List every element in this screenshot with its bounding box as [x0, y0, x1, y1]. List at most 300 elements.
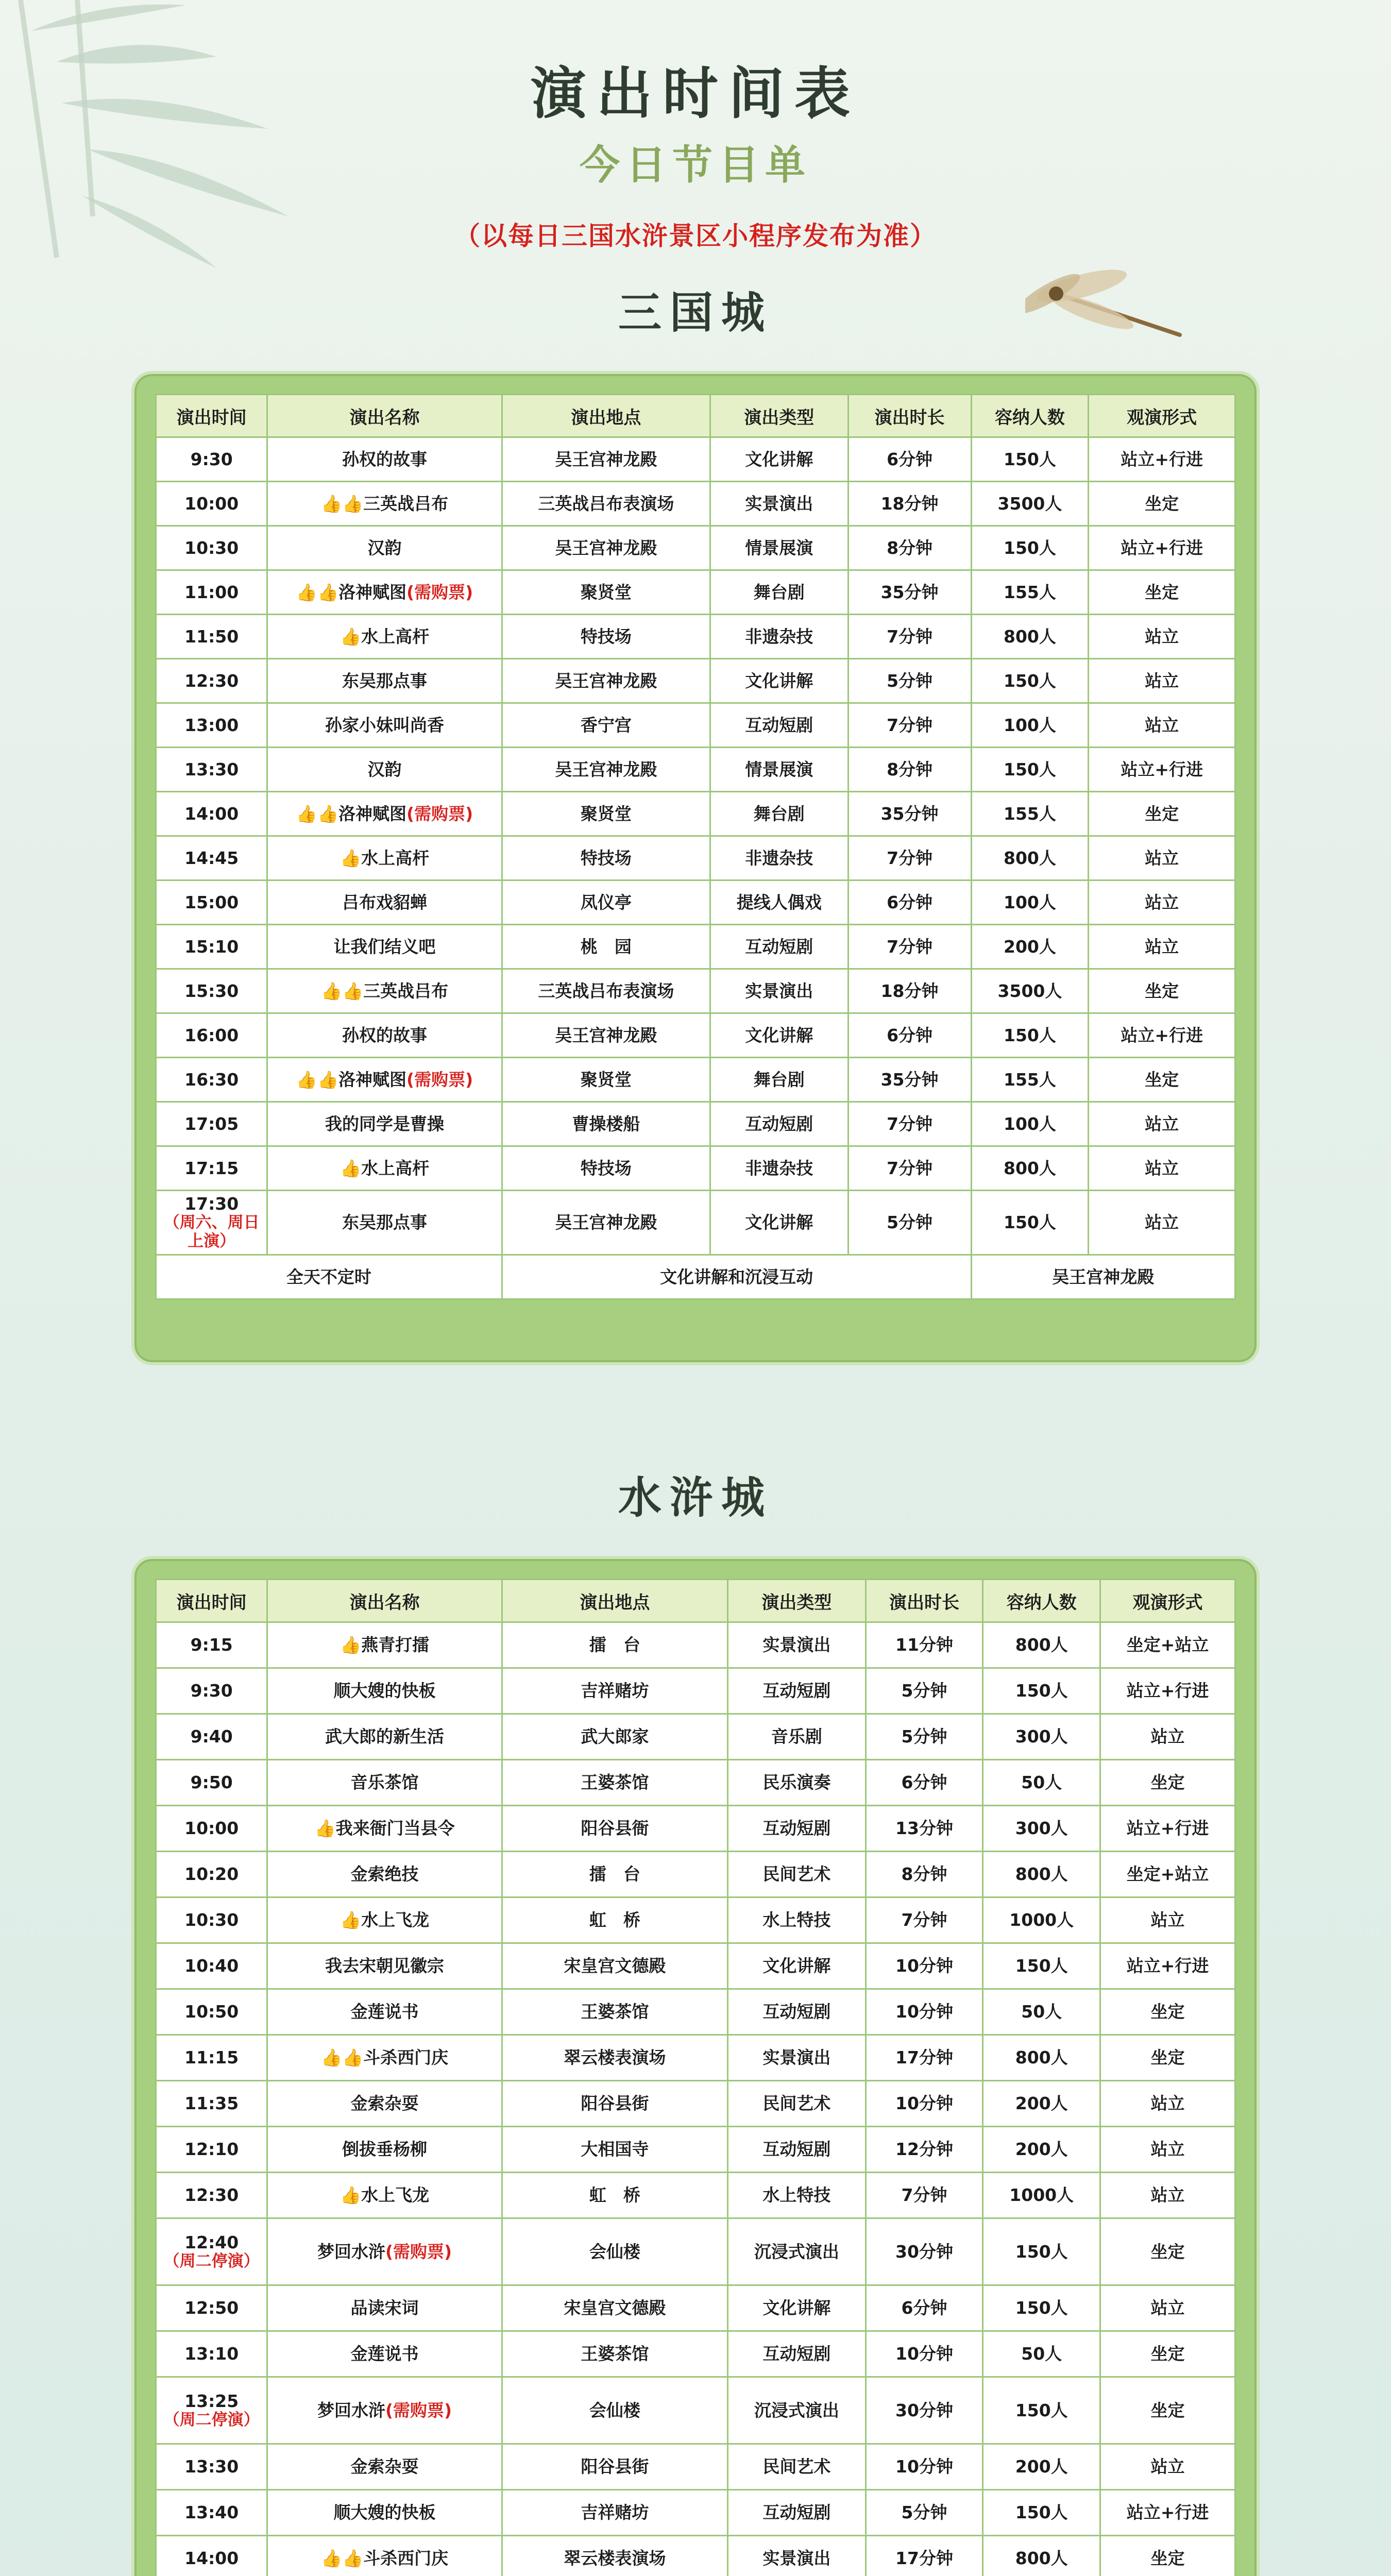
recommend-thumb-icon: 👍👍 [320, 2548, 364, 2569]
cell-location: 香宁宫 [502, 703, 710, 748]
show-name: 金莲说书 [350, 2002, 419, 2022]
shuihu-schedule-table [155, 1579, 1236, 2576]
cell-viewing-form: 站立+行进 [1089, 437, 1235, 482]
cell-capacity: 3500人 [971, 482, 1089, 526]
cell-duration: 5分钟 [848, 659, 971, 703]
table-row [156, 925, 1235, 969]
cell-time [156, 925, 267, 969]
cell-viewing-form: 坐定 [1100, 2035, 1235, 2081]
cell-duration: 6分钟 [866, 2285, 983, 2331]
cell-time [156, 2127, 267, 2173]
time-text: 14:00 [184, 803, 239, 824]
cell-time [156, 526, 267, 570]
cell-location: 凤仪亭 [502, 880, 710, 925]
show-name: 金索绝技 [350, 1864, 419, 1885]
cell-duration: 5分钟 [866, 1668, 983, 1714]
cell-duration: 8分钟 [866, 1852, 983, 1897]
table-row [156, 880, 1235, 925]
cell-show-name [267, 925, 502, 969]
cell-show-name [267, 2081, 502, 2127]
cell-type: 互动短剧 [728, 1668, 866, 1714]
cell-duration: 8分钟 [848, 526, 971, 570]
shuihu-schedule-panel [131, 1556, 1260, 2576]
cell-capacity: 800人 [983, 2035, 1100, 2081]
ticket-required-tag: (需购票) [406, 582, 473, 602]
show-name: 三英战吕布 [363, 493, 449, 514]
recommend-thumb-icon: 👍 [340, 1158, 362, 1178]
cell-location: 聚贤堂 [502, 1058, 710, 1102]
cell-time [156, 1013, 267, 1058]
recommend-thumb-icon: 👍👍 [320, 2047, 364, 2068]
table-row [156, 437, 1235, 482]
show-name: 顺大嫂的快板 [333, 1681, 436, 1701]
show-name: 斗杀西门庆 [363, 2047, 449, 2068]
shuihu-section-title: 水浒城 [618, 1472, 773, 1523]
cell-type: 舞台剧 [710, 792, 848, 836]
time-text: 17:05 [184, 1113, 239, 1134]
time-text: 12:30 [184, 670, 239, 691]
recommend-thumb-icon: 👍👍 [320, 493, 364, 514]
cell-duration: 10分钟 [866, 2444, 983, 2490]
cell-time [156, 2490, 267, 2536]
page-subtitle: 今日节目单 [579, 142, 811, 189]
show-name: 孙权的故事 [342, 449, 428, 469]
cell-capacity: 800人 [983, 2536, 1100, 2576]
cell-location: 虹 桥 [502, 1897, 727, 1943]
table-row [156, 1989, 1235, 2035]
recommend-thumb-icon: 👍 [340, 1910, 362, 1930]
cell-capacity: 100人 [971, 703, 1089, 748]
cell-viewing-form: 站立 [1100, 1897, 1235, 1943]
time-text: 17:15 [184, 1158, 239, 1178]
column-header: 演出地点 [502, 1580, 727, 1622]
time-text: 14:45 [184, 848, 239, 868]
cell-capacity: 100人 [971, 880, 1089, 925]
cell-viewing-form: 坐定+站立 [1100, 1622, 1235, 1668]
cell-type: 实景演出 [710, 969, 848, 1013]
cell-show-name [267, 615, 502, 659]
cell-viewing-form: 坐定+站立 [1100, 1852, 1235, 1897]
cell-viewing-form: 坐定 [1100, 1760, 1235, 1806]
time-text: 11:00 [184, 582, 239, 602]
cell-viewing-form: 站立+行进 [1089, 526, 1235, 570]
cell-capacity: 3500人 [971, 969, 1089, 1013]
cell-location: 虹 桥 [502, 2173, 727, 2218]
sanguo-schedule-table [155, 394, 1236, 1300]
table-row [156, 570, 1235, 615]
table-row [156, 482, 1235, 526]
cell-type: 非遗杂技 [710, 836, 848, 880]
cell-viewing-form: 站立 [1089, 880, 1235, 925]
cell-capacity: 150人 [983, 1943, 1100, 1989]
table-header-row [156, 395, 1235, 437]
cell-viewing-form: 站立+行进 [1100, 1943, 1235, 1989]
recommend-thumb-icon: 👍 [340, 848, 362, 868]
cell-type: 民间艺术 [728, 2444, 866, 2490]
time-text: 10:30 [184, 1910, 239, 1930]
cell-duration: 7分钟 [848, 615, 971, 659]
cell-viewing-form: 站立 [1100, 2127, 1235, 2173]
show-name: 梦回水浒 [317, 2241, 385, 2262]
recommend-thumb-icon: 👍 [340, 1635, 362, 1655]
cell-duration: 6分钟 [848, 437, 971, 482]
cell-viewing-form: 站立+行进 [1100, 1806, 1235, 1852]
cell-time [156, 1191, 267, 1255]
page-title: 演出时间表 [530, 62, 860, 126]
cell-duration: 17分钟 [866, 2035, 983, 2081]
cell-capacity: 155人 [971, 1058, 1089, 1102]
cell-location: 聚贤堂 [502, 570, 710, 615]
cell-duration: 7分钟 [866, 1897, 983, 1943]
cell-type: 情景展演 [710, 526, 848, 570]
cell-location: 大相国寺 [502, 2127, 727, 2173]
table-row [156, 1622, 1235, 1668]
cell-duration: 7分钟 [848, 1146, 971, 1191]
show-name: 洛神赋图 [338, 582, 407, 602]
cell-time [156, 2173, 267, 2218]
cell-capacity: 800人 [971, 1146, 1089, 1191]
cell-viewing-form: 站立 [1089, 1191, 1235, 1255]
cell-type: 互动短剧 [710, 1102, 848, 1146]
cell-location: 翠云楼表演场 [502, 2035, 727, 2081]
cell-show-name [267, 482, 502, 526]
time-text: 16:30 [184, 1069, 239, 1090]
cell-viewing-form: 站立 [1100, 2173, 1235, 2218]
sanguo-section-title: 三国城 [618, 287, 773, 338]
table-row [156, 615, 1235, 659]
cell-duration: 11分钟 [866, 1622, 983, 1668]
table-row [156, 2536, 1235, 2576]
column-header: 演出地点 [502, 395, 710, 437]
cell-time [156, 1852, 267, 1897]
cell-capacity: 100人 [971, 1102, 1089, 1146]
table-row [156, 1013, 1235, 1058]
cell-location: 吴王宫神龙殿 [502, 1013, 710, 1058]
cell-capacity: 50人 [983, 2331, 1100, 2377]
cell-time [156, 659, 267, 703]
cell-viewing-form: 坐定 [1089, 570, 1235, 615]
ticket-required-tag: (需购票) [406, 803, 473, 824]
cell-duration: 8分钟 [848, 748, 971, 792]
cell-viewing-form: 坐定 [1089, 482, 1235, 526]
footer-time: 全天不定时 [156, 1255, 502, 1299]
cell-capacity: 50人 [983, 1760, 1100, 1806]
table-row [156, 2331, 1235, 2377]
table-row [156, 1806, 1235, 1852]
cell-show-name [267, 2127, 502, 2173]
show-name: 金索杂耍 [350, 2456, 419, 2477]
cell-show-name [267, 1102, 502, 1146]
cell-show-name [267, 969, 502, 1013]
cell-capacity: 300人 [983, 1714, 1100, 1760]
column-header: 容纳人数 [971, 395, 1089, 437]
cell-duration: 5分钟 [866, 1714, 983, 1760]
cell-show-name [267, 2444, 502, 2490]
cell-show-name [267, 2490, 502, 2536]
cell-type: 非遗杂技 [710, 615, 848, 659]
column-header: 演出名称 [267, 1580, 502, 1622]
cell-show-name [267, 659, 502, 703]
cell-capacity: 150人 [971, 1013, 1089, 1058]
cell-show-name [267, 437, 502, 482]
table-row [156, 526, 1235, 570]
cell-duration: 30分钟 [866, 2377, 983, 2444]
cell-time [156, 2035, 267, 2081]
cell-type: 实景演出 [728, 2035, 866, 2081]
cell-location: 会仙楼 [502, 2377, 727, 2444]
cell-type: 互动短剧 [728, 2127, 866, 2173]
cell-capacity: 150人 [971, 748, 1089, 792]
time-text: 11:35 [184, 2093, 239, 2114]
table-row [156, 1897, 1235, 1943]
cell-show-name [267, 1146, 502, 1191]
cell-capacity: 200人 [983, 2444, 1100, 2490]
table-row [156, 1760, 1235, 1806]
show-name: 水上高杆 [361, 1158, 430, 1178]
cell-location: 擂 台 [502, 1622, 727, 1668]
time-text: 13:10 [184, 2344, 239, 2364]
ticket-required-tag: (需购票) [385, 2400, 452, 2420]
cell-time [156, 615, 267, 659]
cell-show-name [267, 2377, 502, 2444]
cell-show-name [267, 2536, 502, 2576]
cell-time [156, 2331, 267, 2377]
time-text: 10:00 [184, 1818, 239, 1839]
cell-viewing-form: 坐定 [1089, 792, 1235, 836]
cell-viewing-form: 站立 [1100, 2444, 1235, 2490]
cell-duration: 10分钟 [866, 2331, 983, 2377]
column-header: 演出时长 [866, 1580, 983, 1622]
table-header-row [156, 1580, 1235, 1622]
cell-location: 擂 台 [502, 1852, 727, 1897]
cell-location: 三英战吕布表演场 [502, 482, 710, 526]
show-name: 音乐茶馆 [350, 1772, 419, 1793]
time-text: 13:00 [184, 715, 239, 735]
cell-capacity: 150人 [983, 2490, 1100, 2536]
cell-type: 沉浸式演出 [728, 2218, 866, 2285]
cell-capacity: 800人 [983, 1852, 1100, 1897]
show-name: 我去宋朝见徽宗 [325, 1956, 445, 1976]
cell-duration: 10分钟 [866, 1989, 983, 2035]
show-name: 顺大嫂的快板 [333, 2502, 436, 2523]
cell-capacity: 150人 [983, 2285, 1100, 2331]
table-row [156, 1668, 1235, 1714]
cell-time [156, 969, 267, 1013]
time-text: 17:30 [184, 1194, 239, 1214]
cell-viewing-form: 站立 [1089, 1146, 1235, 1191]
cell-type: 民间艺术 [728, 1852, 866, 1897]
show-name: 洛神赋图 [338, 1069, 407, 1090]
cell-show-name [267, 836, 502, 880]
cell-type: 互动短剧 [728, 2490, 866, 2536]
cell-duration: 10分钟 [866, 1943, 983, 1989]
cell-type: 文化讲解 [710, 1191, 848, 1255]
show-name: 武大郎的新生活 [325, 1726, 445, 1747]
footer-desc: 文化讲解和沉浸互动 [502, 1255, 971, 1299]
show-name: 水上飞龙 [361, 1910, 430, 1930]
cell-capacity: 300人 [983, 1806, 1100, 1852]
cell-show-name [267, 1668, 502, 1714]
cell-show-name [267, 1191, 502, 1255]
cell-location: 武大郎家 [502, 1714, 727, 1760]
cell-viewing-form: 站立+行进 [1100, 1668, 1235, 1714]
column-header: 演出类型 [710, 395, 848, 437]
footer-location: 吴王宫神龙殿 [971, 1255, 1235, 1299]
cell-time [156, 1058, 267, 1102]
cell-viewing-form: 坐定 [1089, 969, 1235, 1013]
cell-capacity: 155人 [971, 792, 1089, 836]
cell-type: 民乐演奏 [728, 1760, 866, 1806]
cell-viewing-form: 站立 [1089, 659, 1235, 703]
cell-show-name [267, 1622, 502, 1668]
cell-show-name [267, 1714, 502, 1760]
table-row [156, 792, 1235, 836]
cell-duration: 18分钟 [848, 482, 971, 526]
cell-viewing-form: 站立 [1089, 703, 1235, 748]
cell-duration: 13分钟 [866, 1806, 983, 1852]
cell-type: 音乐剧 [728, 1714, 866, 1760]
cell-capacity: 1000人 [983, 2173, 1100, 2218]
cell-type: 水上特技 [728, 1897, 866, 1943]
cell-location: 会仙楼 [502, 2218, 727, 2285]
cell-duration: 35分钟 [848, 570, 971, 615]
table-row [156, 748, 1235, 792]
table-row [156, 1102, 1235, 1146]
cell-show-name [267, 1852, 502, 1897]
cell-location: 吴王宫神龙殿 [502, 748, 710, 792]
table-row [156, 2377, 1235, 2444]
cell-viewing-form: 坐定 [1100, 2331, 1235, 2377]
cell-duration: 6分钟 [848, 1013, 971, 1058]
show-name: 孙权的故事 [342, 1025, 428, 1045]
cell-duration: 12分钟 [866, 2127, 983, 2173]
recommend-thumb-icon: 👍👍 [296, 1069, 339, 1090]
show-name: 汉韵 [367, 759, 402, 779]
cell-viewing-form: 坐定 [1100, 2218, 1235, 2285]
time-text: 12:50 [184, 2298, 239, 2318]
cell-viewing-form: 站立+行进 [1100, 2490, 1235, 2536]
cell-capacity: 800人 [971, 836, 1089, 880]
cell-time [156, 1146, 267, 1191]
table-row [156, 2444, 1235, 2490]
cell-type: 舞台剧 [710, 1058, 848, 1102]
cell-capacity: 200人 [983, 2081, 1100, 2127]
cell-capacity: 155人 [971, 570, 1089, 615]
cell-capacity: 150人 [971, 659, 1089, 703]
cell-duration: 7分钟 [848, 703, 971, 748]
cell-location: 聚贤堂 [502, 792, 710, 836]
table-row [156, 2127, 1235, 2173]
cell-duration: 7分钟 [848, 836, 971, 880]
cell-duration: 18分钟 [848, 969, 971, 1013]
time-note: （周二停演） [163, 2410, 260, 2429]
cell-location: 特技场 [502, 1146, 710, 1191]
cell-location: 吉祥赌坊 [502, 2490, 727, 2536]
cell-duration: 7分钟 [848, 1102, 971, 1146]
cell-type: 文化讲解 [710, 659, 848, 703]
column-header: 演出时间 [156, 395, 267, 437]
cell-capacity: 150人 [971, 526, 1089, 570]
cell-time [156, 1760, 267, 1806]
cell-show-name [267, 2173, 502, 2218]
cell-type: 文化讲解 [710, 437, 848, 482]
cell-type: 非遗杂技 [710, 1146, 848, 1191]
recommend-thumb-icon: 👍 [340, 626, 362, 647]
cell-show-name [267, 1806, 502, 1852]
table-row [156, 1852, 1235, 1897]
cell-type: 互动短剧 [728, 1989, 866, 2035]
cell-location: 三英战吕布表演场 [502, 969, 710, 1013]
column-header: 演出名称 [267, 395, 502, 437]
time-text: 15:10 [184, 936, 239, 957]
recommend-thumb-icon: 👍 [340, 2185, 362, 2206]
show-name: 金索杂耍 [350, 2093, 419, 2114]
time-note: （周二停演） [163, 2251, 260, 2270]
time-text: 13:30 [184, 759, 239, 779]
publish-note: （以每日三国水浒景区小程序发布为准） [454, 221, 937, 251]
cell-time [156, 482, 267, 526]
show-name: 汉韵 [367, 537, 402, 558]
cell-duration: 35分钟 [848, 1058, 971, 1102]
cell-show-name [267, 2285, 502, 2331]
cell-show-name [267, 748, 502, 792]
show-name: 水上高杆 [361, 848, 430, 868]
time-text: 13:30 [184, 2456, 239, 2477]
cell-location: 吉祥赌坊 [502, 1668, 727, 1714]
show-name: 品读宋词 [350, 2298, 419, 2318]
cell-location: 吴王宫神龙殿 [502, 526, 710, 570]
cell-type: 互动短剧 [728, 1806, 866, 1852]
cell-location: 吴王宫神龙殿 [502, 437, 710, 482]
cell-time [156, 1989, 267, 2035]
cell-viewing-form: 坐定 [1100, 2536, 1235, 2576]
cell-type: 实景演出 [728, 2536, 866, 2576]
cell-time [156, 703, 267, 748]
time-text: 10:30 [184, 537, 239, 558]
cell-time [156, 2081, 267, 2127]
cell-location: 吴王宫神龙殿 [502, 659, 710, 703]
cell-capacity: 150人 [971, 1191, 1089, 1255]
table-row [156, 2218, 1235, 2285]
table-row [156, 836, 1235, 880]
cell-type: 实景演出 [710, 482, 848, 526]
cell-location: 宋皇宫文德殿 [502, 1943, 727, 1989]
cell-duration: 7分钟 [848, 925, 971, 969]
cell-capacity: 200人 [971, 925, 1089, 969]
recommend-thumb-icon: 👍👍 [320, 980, 364, 1001]
show-name: 洛神赋图 [338, 803, 407, 824]
show-name: 东吴那点事 [342, 1212, 428, 1233]
cell-capacity: 150人 [983, 2377, 1100, 2444]
cell-duration: 35分钟 [848, 792, 971, 836]
column-header: 观演形式 [1100, 1580, 1235, 1622]
show-name: 孙家小妹叫尚香 [325, 715, 445, 735]
show-name: 我的同学是曹操 [325, 1113, 445, 1134]
cell-time [156, 570, 267, 615]
cell-type: 互动短剧 [710, 925, 848, 969]
table-row [156, 659, 1235, 703]
time-text: 13:25 [184, 2391, 239, 2411]
show-name: 东吴那点事 [342, 670, 428, 691]
table-row [156, 703, 1235, 748]
table-row [156, 1714, 1235, 1760]
cell-location: 吴王宫神龙殿 [502, 1191, 710, 1255]
cell-capacity: 200人 [983, 2127, 1100, 2173]
cell-location: 王婆茶馆 [502, 2331, 727, 2377]
time-text: 11:15 [184, 2047, 239, 2068]
cell-time [156, 1806, 267, 1852]
cell-location: 桃 园 [502, 925, 710, 969]
